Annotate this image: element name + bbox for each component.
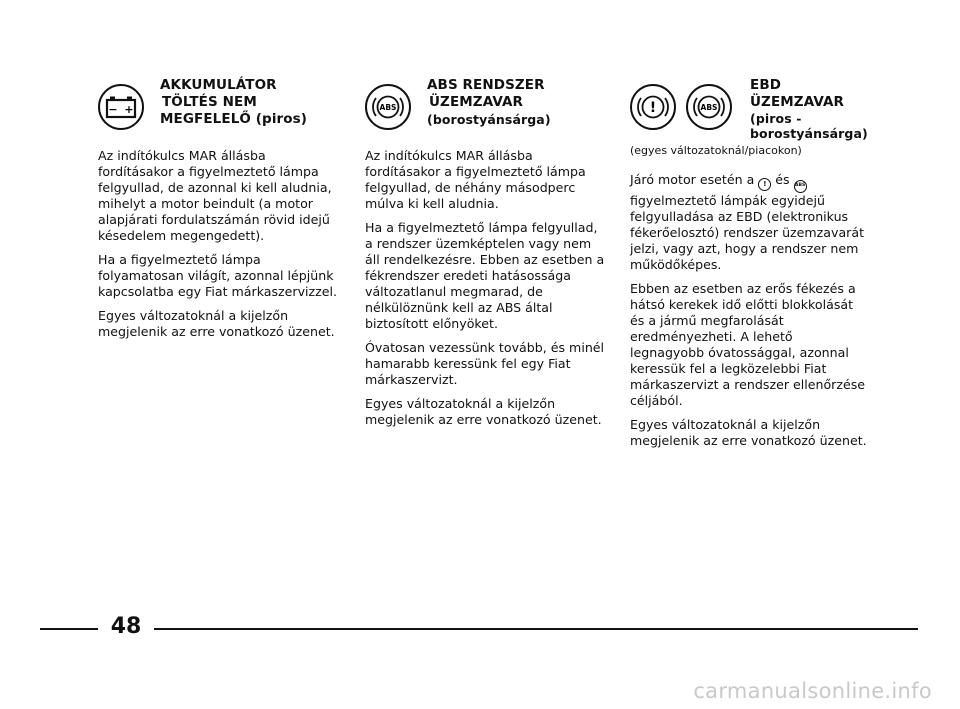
body-paragraph: Egyes változatoknál a kijelzőn megjelenik az erre vonatkozó üzenet. (630, 417, 867, 448)
footer-rule-right (154, 628, 918, 630)
section-battery (98, 76, 338, 348)
variant-note: (egyes változatoknál/piacokon) (630, 144, 802, 157)
abs-icon-graphic (368, 87, 408, 127)
battery-plus-sign: + (124, 103, 134, 116)
title-line: ABS RENDSZER (427, 77, 545, 93)
brake-icon-graphic (633, 87, 673, 127)
battery-warning-icon (98, 84, 144, 130)
abs-label: ABS (379, 103, 397, 112)
text-span: és (771, 172, 794, 187)
abs-warning-inline-icon (794, 180, 807, 193)
abs-icon-graphic (689, 87, 729, 127)
title-line: EBD (750, 77, 782, 93)
brake-mark: ! (763, 180, 767, 188)
body-paragraph: Az indítókulcs MAR állásba fordításakor a figyelmeztető lámpa felgyullad, de azonnal ki kell aludnia, mihelyt a motor beindult (a motor alapjárati fordulatszámán rövid idejű késedelem megengedett). (98, 148, 332, 243)
text-span: Járó motor esetén a (630, 172, 759, 187)
title-line: ÜZEMZAVAR (429, 94, 524, 110)
section-header (365, 76, 605, 148)
title-line: (borostyánsárga) (427, 112, 551, 127)
text-span: figyelmeztető lámpák egyidejű felgyulladása az EBD (elektronikus fékerőelosztó) rendszer üzemzavarát jelzi, vagy azt, hogy a rendszer nem működőképes. (630, 193, 865, 272)
section-title (160, 77, 340, 128)
battery-icon-graphic (105, 95, 137, 119)
battery-minus-sign: − (108, 103, 118, 116)
body-paragraph: Ha a figyelmeztető lámpa felgyullad, a rendszer üzemképtelen vagy nem áll rendelkezésre. Ebben az esetben a fékrendszer eredeti hatásossága változatlanul megmarad, de nélkülöznünk kell az ABS által biztosított előnyöket. (365, 220, 605, 331)
title-line: TÖLTÉS NEM (162, 94, 257, 110)
abs-label: ABS (700, 103, 718, 112)
watermark: carmanualsonline.info (693, 679, 932, 703)
body-paragraph: Óvatosan vezessünk tovább, és minél hamarabb keressünk fel egy Fiat márkaszervizt. (365, 340, 605, 387)
abs-warning-icon (365, 84, 411, 130)
section-header (630, 76, 870, 148)
title-line: ÜZEMZAVAR (750, 94, 845, 110)
body-paragraph: Ha a figyelmeztető lámpa folyamatosan világít, azonnal lépjünk kapcsolatba egy Fiat márkaszervizzel. (98, 252, 337, 299)
brake-warning-icon (630, 84, 676, 130)
title-line: AKKUMULÁTOR (160, 77, 277, 93)
body-paragraph: Az indítókulcs MAR állásba fordításakor a figyelmeztető lámpa felgyullad, de néhány másodperc múlva ki kell aludnia. (365, 148, 586, 211)
section-abs (365, 76, 605, 436)
section-title (427, 77, 607, 128)
abs-warning-icon (686, 84, 732, 130)
brake-mark: ! (649, 100, 657, 116)
title-line: MEGFELELŐ (piros) (160, 111, 308, 127)
section-ebd (630, 76, 870, 457)
section-header (98, 76, 338, 148)
section-title (750, 77, 875, 141)
body-paragraph: Egyes változatoknál a kijelzőn megjelenik az erre vonatkozó üzenet. (365, 396, 602, 427)
title-line: (piros - (750, 111, 802, 126)
title-line: borostyánsárga) (750, 126, 868, 141)
footer-rule-left (40, 628, 98, 630)
body-paragraph: Egyes változatoknál a kijelzőn megjelenik az erre vonatkozó üzenet. (98, 308, 335, 339)
abs-label: ABS (795, 183, 806, 188)
body-paragraph (630, 172, 870, 273)
body-paragraph: Ebben az esetben az erős fékezés a hátsó kerekek idő előtti blokkolását és a jármű megfarolását eredményezheti. A lehető legnagyobb óvatossággal, azonnal keressük fel a legközelebbi Fiat márkaszervizt a rendszer ellenőrzése céljából. (630, 281, 866, 408)
brake-warning-inline-icon (758, 178, 771, 191)
page-number: 48 (110, 614, 142, 639)
